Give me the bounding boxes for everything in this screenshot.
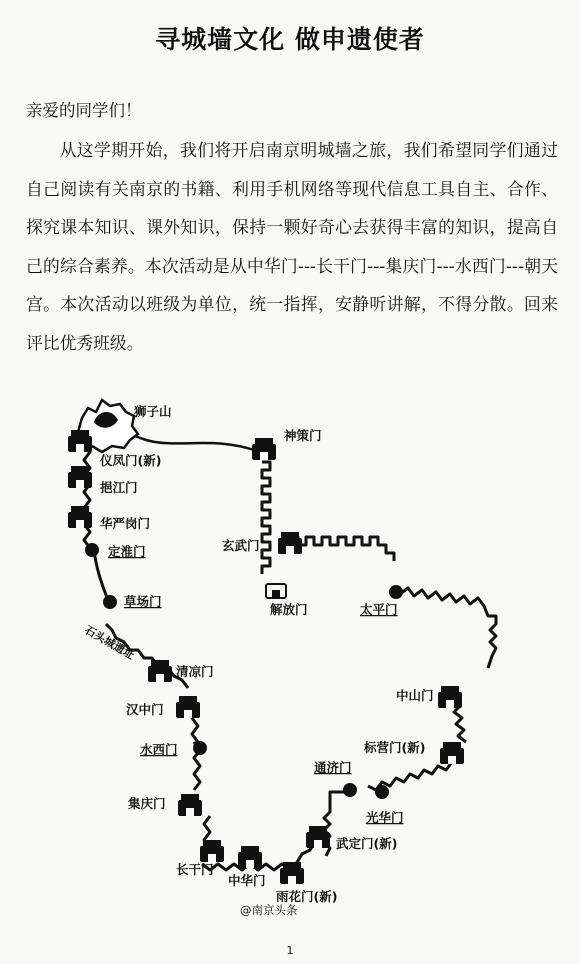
gate-icon: [266, 584, 286, 598]
label-biaoyingmen: 标营门(新): [364, 740, 426, 755]
marker-shuiximen: [193, 741, 207, 755]
watermark: @南京头条: [240, 903, 298, 917]
city-wall-map: [0, 370, 580, 930]
gate-icon: [280, 862, 304, 884]
label-jiefangmen: 解放门: [270, 602, 308, 617]
gate-icon: [68, 430, 92, 452]
label-tongjimen: 通济门: [314, 760, 352, 775]
label-shitoucheng: 石头城遗址: [82, 623, 137, 663]
label-shuiximen: 水西门: [140, 742, 178, 757]
label-qingliangmen: 清凉门: [176, 664, 214, 679]
label-huayanganmen: 华严岗门: [100, 516, 151, 531]
greeting: 亲爱的同学们！: [26, 101, 142, 120]
label-taipingmen: 太平门: [360, 602, 398, 617]
label-shencemen: 神策门: [284, 428, 322, 443]
marker-tongjimen: [343, 783, 357, 797]
label-yuhuamen: 雨花门(新): [276, 889, 338, 904]
label-yifengmen: 仪凤门(新): [100, 453, 162, 468]
marker-guanghuamen: [375, 785, 389, 799]
label-guanghuamen: 光华门: [366, 810, 404, 825]
label-changganmen: 长干门: [176, 862, 214, 877]
gate-icon: [252, 438, 276, 460]
gate-icon: [306, 826, 330, 848]
label-xuanwumen: 玄武门: [222, 538, 260, 553]
gate-icon: [238, 846, 262, 868]
label-shizishan: 狮子山: [134, 404, 172, 419]
label-caochangmen: 草场门: [124, 594, 162, 609]
marker-dinghuaimen: [85, 543, 99, 557]
page-number: 1: [286, 944, 294, 957]
gate-icon: [440, 742, 464, 764]
gate-icon: [178, 794, 202, 816]
label-jiqingmen: 集庆门: [128, 796, 166, 811]
label-zhongshanmen: 中山门: [396, 688, 434, 703]
gate-icon: [438, 686, 462, 708]
body-paragraph: 从这学期开始，我们将开启南京明城墙之旅，我们希望同学们通过自己阅读有关南京的书籍、利用手机网络等现代信息工具自主、合作、探究课本知识、课外知识，保持一颗好奇心去获得丰富的知识，提高自己的综合素养。本次活动是从中华门---长干门---集庆门---水西门---朝天宫。本次活动以班级为单位，统一指挥，安静听讲解，不得分散。回来评比优秀班级。: [26, 140, 558, 353]
map-labels: [83, 404, 434, 904]
gate-icon: [148, 660, 172, 682]
label-hanzhongmen: 汉中门: [126, 702, 164, 717]
label-yijiangmen: 挹江门: [100, 480, 138, 495]
gate-markers: [82, 543, 403, 799]
label-zhonghuamen: 中华门: [228, 873, 266, 888]
document-title: 寻城墙文化 做申遗使者: [155, 25, 425, 54]
gate-icon: [278, 532, 302, 554]
gate-icon: [200, 840, 224, 862]
label-wudingmen: 武定门(新): [336, 836, 398, 851]
gate-icon: [68, 466, 92, 488]
marker-taipingmen: [389, 585, 403, 599]
gate-icon: [176, 696, 200, 718]
marker-caochangmen: [103, 595, 117, 609]
label-dinghuaimen: 定淮门: [108, 544, 146, 559]
gate-icon: [68, 506, 92, 528]
